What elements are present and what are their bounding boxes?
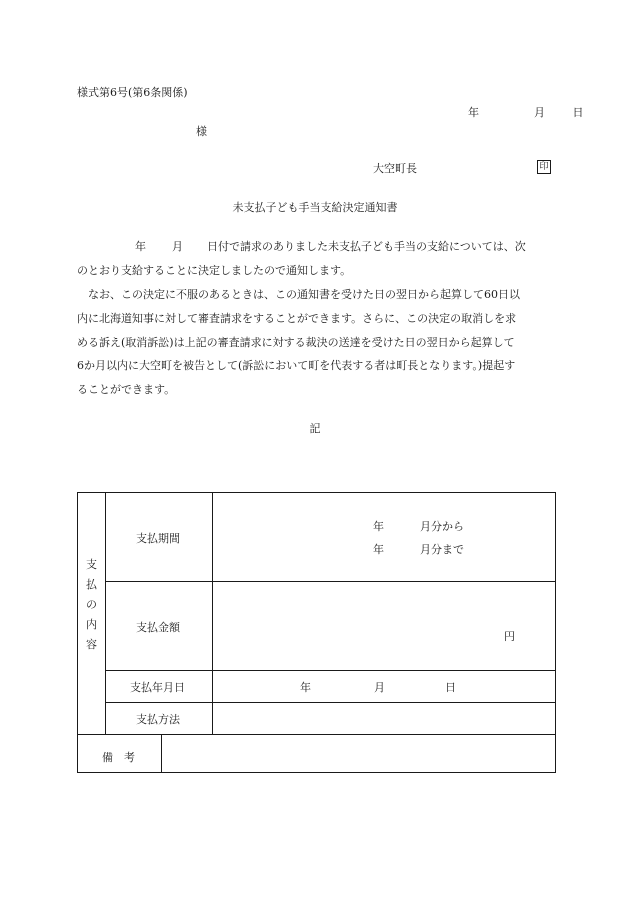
- issue-date-day: 日: [572, 106, 584, 119]
- body-month: 月: [172, 240, 183, 253]
- document-title: 未支払子ども手当支給決定通知書: [232, 201, 398, 214]
- period-to-year: 年: [373, 543, 384, 556]
- period-from-text: 月分から: [420, 520, 464, 533]
- remarks-label: 備 考: [102, 751, 135, 764]
- issue-date-month: 月: [534, 106, 545, 119]
- payment-date-month: 月: [374, 681, 385, 694]
- ki-marker: 記: [309, 422, 321, 435]
- addressee-suffix: 様: [196, 125, 207, 138]
- payment-date-label: 支払年月日: [130, 681, 185, 694]
- body-line-5: める訴え(取消訴訟)は上記の審査請求に対する裁決の送達を受けた日の翌日から起算して: [77, 336, 515, 349]
- seal-mark: 印: [537, 160, 551, 174]
- payment-period-label: 支払期間: [136, 532, 180, 545]
- body-line-6: 6か月以内に大空町を被告として(訴訟において町を代表する者は町長となります。)提起す: [77, 359, 516, 372]
- group-label-char: 内: [86, 618, 97, 631]
- body-line-3: なお、この決定に不服のあるときは、この通知書を受けた日の翌日から起算して60日以: [88, 288, 520, 301]
- issue-date: [468, 104, 584, 120]
- payment-content-group-label: [78, 559, 105, 650]
- form-number-label: 様式第6号(第6条関係): [77, 86, 188, 99]
- payment-method-label: 支払方法: [136, 713, 180, 726]
- group-label-char: の: [86, 598, 97, 611]
- issue-date-year: 年: [468, 106, 479, 119]
- payment-date-day: 日: [445, 681, 456, 694]
- period-from-year: 年: [373, 520, 384, 533]
- body-line-2: のとおり支給することに決定しましたので通知します。: [77, 264, 352, 277]
- group-label-char: 容: [86, 638, 97, 651]
- group-label-char: 支: [86, 558, 97, 571]
- period-to-text: 月分まで: [420, 543, 464, 556]
- payment-details-table: [77, 492, 556, 773]
- body-line-1: 日付で請求のありました未支払子ども手当の支給については、次: [207, 240, 526, 253]
- body-line-4: 内に北海道知事に対して審査請求をすることができます。さらに、この決定の取消しを求: [77, 312, 517, 325]
- body-line-7: ることができます。: [77, 383, 176, 396]
- amount-unit: 円: [504, 630, 515, 643]
- group-label-char: 払: [86, 578, 97, 591]
- payment-amount-label: 支払金額: [136, 621, 180, 634]
- body-year: 年: [135, 240, 146, 253]
- issuer-name: 大空町長: [373, 162, 417, 175]
- payment-date-year: 年: [300, 681, 311, 694]
